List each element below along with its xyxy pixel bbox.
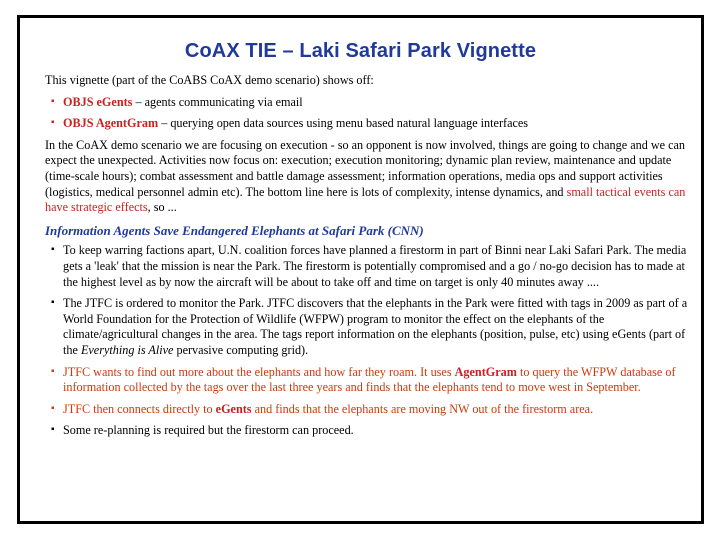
bullet-icon: ▪ — [51, 244, 55, 256]
paragraph-tail: , so ... — [147, 200, 177, 215]
story-item-text: JTFC then connects directly to — [63, 401, 216, 416]
story-list — [45, 243, 690, 439]
bullet-icon: ▪ — [51, 402, 55, 414]
story-item-text: The JTFC is ordered to monitor the Park. JTFC discovers that the elephants in the Park were fitted with tags in 2009 as part of a World Foundation for the Protection of Wildlife (WFPW) program to monitor the effect on the elephants of the climate/agricultural changes in the area. The tags report information on the elephants (position, pulse, etc) using eGents (part of the — [63, 296, 688, 357]
story-item-text: JTFC wants to find out more about the elephants and how far they roam. It uses — [63, 364, 455, 379]
feature-item-agentgram — [45, 116, 690, 132]
slide-title: CoAX TIE – Laki Safari Park Vignette — [184, 40, 537, 62]
intro-text: This vignette (part of the CoABS CoAX demo scenario) shows off: — [45, 73, 374, 87]
feature-list — [45, 95, 690, 132]
feature-name: OBJS AgentGram — [63, 116, 159, 131]
bullet-icon: ▪ — [51, 424, 55, 436]
story-item-text: To keep warring factions apart, U.N. coalition forces have planned a firestorm in part of Binni near Laki Safari Park. The media gets a 'leak' that the mission is near the Park. The firestorm is potentially compromised and a go / no-go decision has to made at the highest level as by now the aircraft will be about to take off and time on target is only 40 minutes away .... — [63, 243, 687, 289]
paragraph-highlight: small tactical events can have strategic effects — [45, 184, 686, 215]
feature-name: OBJS eGents — [63, 94, 133, 109]
bullet-icon: ▪ — [51, 297, 55, 309]
story-item — [45, 296, 690, 358]
story-item-keyword: AgentGram — [454, 364, 517, 379]
story-item-text: Some re-planning is required but the firestorm can proceed. — [63, 423, 354, 438]
story-item — [45, 243, 690, 290]
bullet-icon: ▪ — [51, 117, 55, 129]
slide-body — [45, 73, 690, 445]
story-item-text: pervasive computing grid). — [173, 342, 309, 357]
feature-desc: – querying open data sources using menu based natural language interfaces — [158, 116, 529, 131]
story-item-emphasis: Everything is Alive — [80, 342, 174, 357]
story-item-text: to query the WFPW database of information collected by the tags over the last three years and finds that the elephants tend to move west in September. — [63, 364, 676, 395]
scenario-paragraph — [45, 138, 690, 216]
slide-frame — [17, 15, 704, 524]
paragraph-text: In the CoAX demo scenario we are focusing on execution - so an opponent is now involved, things are going to change and we can expect the unexpected. Activities now focus on: execution; execution monitoring; dynamic plan review, maintenance and update (time-scale hours); combat assessment and battle damage assessment; information operations, media ops and support activities (logistics, medical personnel admin etc). The bottom line here is lots of complexity, intense dynamics, and — [45, 137, 686, 199]
story-item — [45, 423, 690, 439]
story-heading: Information Agents Save Endangered Elephants at Safari Park (CNN) — [45, 222, 424, 238]
bullet-icon: ▪ — [51, 365, 55, 377]
bullet-icon: ▪ — [51, 95, 55, 107]
story-item-text: and finds that the elephants are moving NW out of the firestorm area. — [251, 401, 594, 416]
feature-item-egents — [45, 95, 690, 111]
story-item — [45, 365, 690, 396]
story-item-keyword: eGents — [215, 401, 252, 416]
feature-desc: – agents communicating via email — [132, 94, 303, 109]
story-item — [45, 402, 690, 418]
